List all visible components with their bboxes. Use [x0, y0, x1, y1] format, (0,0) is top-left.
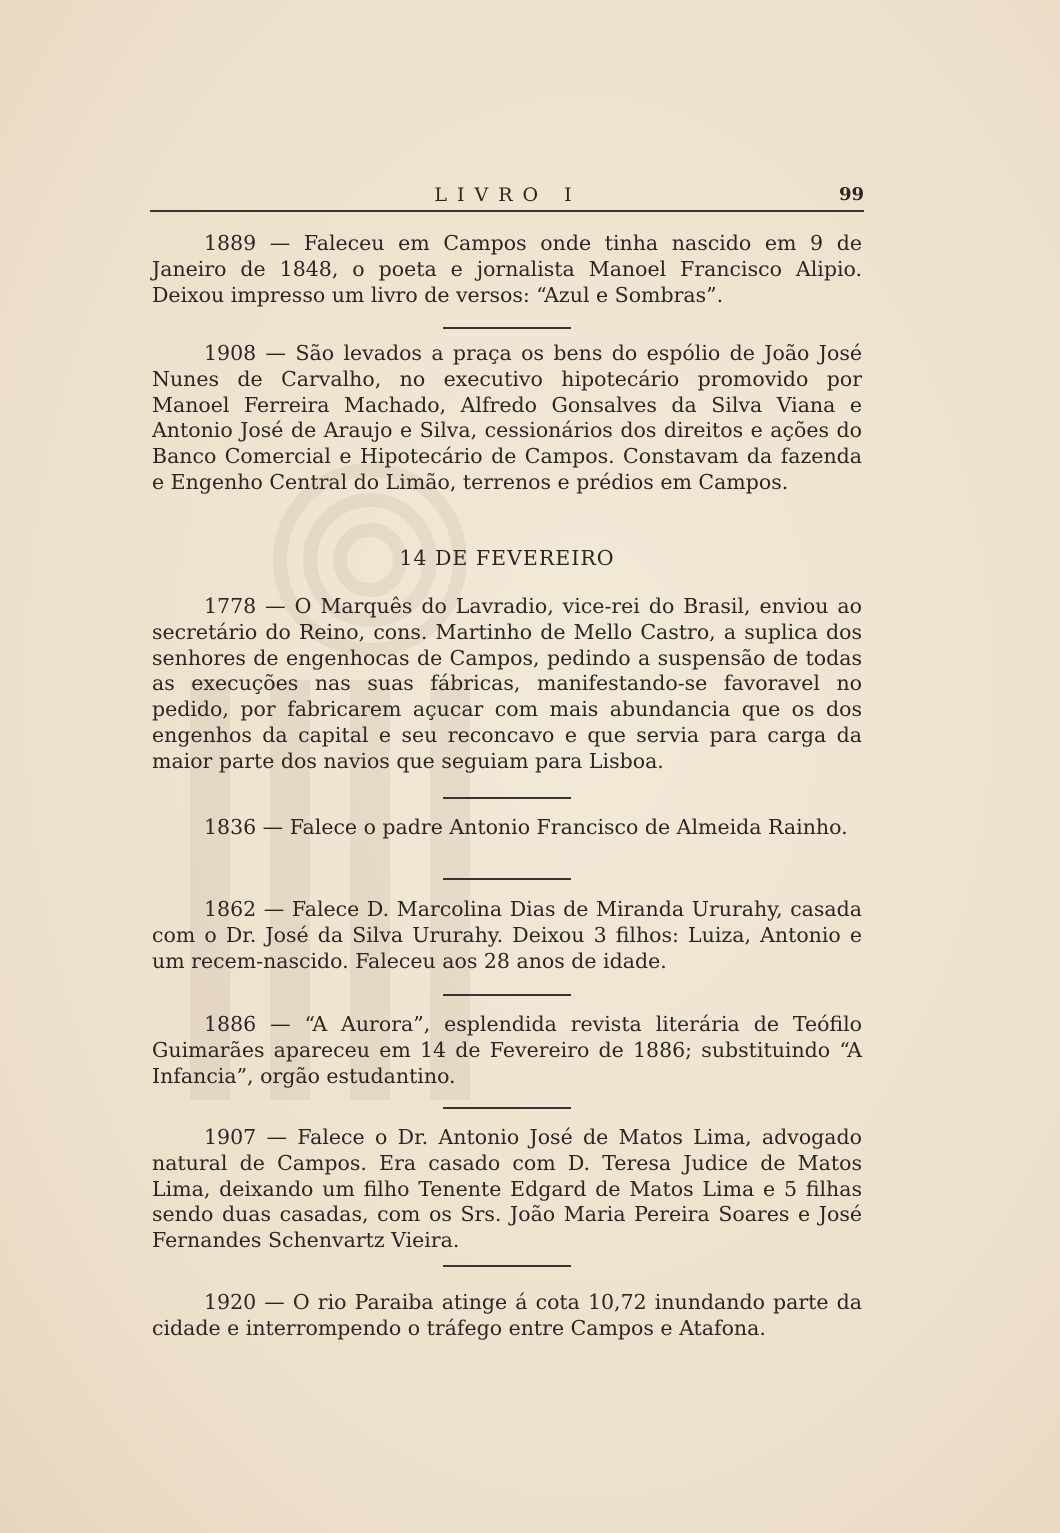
entry-text: 1889 — Faleceu em Campos onde tinha nascido em 9 de Janeiro de 1848, o poeta e jornalista Manoel Francisco Alipio. Deixou impresso um livro de versos: “Azul e Sombras”.	[152, 231, 862, 307]
entry-text: 1908 — São levados a praça os bens do espólio de João José Nunes de Carvalho, no executivo hipotecário promovido por Manoel Ferreira Machado, Alfredo Gonsalves da Silva Viana e Antonio José de Araujo e Silva, cessionários dos direitos e ações do Banco Comercial e Hipotecário de Campos. Constavam da fazenda e Engenho Central do Limão, terrenos e prédios em Campos.	[152, 341, 862, 494]
entry-text: 1836 — Falece o padre Antonio Francisco de Almeida Rainho.	[204, 815, 848, 839]
separator	[152, 878, 862, 880]
entry-1862	[152, 897, 862, 974]
entry-1908	[152, 341, 862, 496]
separator	[152, 797, 862, 799]
section-heading: 14 DE FEVEREIRO	[399, 546, 615, 570]
entry-1836	[152, 815, 862, 841]
entry-1907	[152, 1125, 862, 1254]
separator	[152, 327, 862, 329]
entry-text: 1886 — “A Aurora”, esplendida revista literária de Teófilo Guimarães apareceu em 14 de Fevereiro de 1886; substituindo “A Infancia”, orgão estudantino.	[152, 1012, 862, 1088]
separator	[152, 994, 862, 996]
entry-text: 1907 — Falece o Dr. Antonio José de Matos Lima, advogado natural de Campos. Era casado com D. Teresa Judice de Matos Lima, deixando um filho Tenente Edgard de Matos Lima e 5 filhas sendo duas casadas, com os Srs. João Maria Pereira Soares e José Fernandes Schenvartz Vieira.	[152, 1125, 862, 1253]
entry-1778	[152, 594, 862, 775]
separator	[152, 1107, 862, 1109]
entry-1886	[152, 1012, 862, 1089]
entry-text: 1920 — O rio Paraiba atinge á cota 10,72 inundando parte da cidade e interrompendo o tráfego entre Campos e Atafona.	[152, 1290, 862, 1340]
running-head: LIVRO I	[434, 184, 582, 206]
separator	[152, 1265, 862, 1267]
page-header	[152, 184, 864, 210]
entry-1889	[152, 231, 862, 308]
entry-text: 1778 — O Marquês do Lavradio, vice-rei do Brasil, enviou ao secretário do Reino, cons. Martinho de Mello Castro, a suplica dos senhores de engenhocas de Campos, pedindo a suspensão de todas as execuções nas suas fábricas, manifestando-se favoravel no pedido, por fabricarem açucar com mais abundancia que os dos engenhos da capital e seu reconcavo e que servia para carga da maior parte dos navios que seguiam para Lisboa.	[152, 594, 862, 773]
page-number: 99	[838, 184, 864, 205]
entry-text: 1862 — Falece D. Marcolina Dias de Miranda Ururahy, casada com o Dr. José da Silva Ururahy. Deixou 3 filhos: Luiza, Antonio e um recem-nascido. Faleceu aos 28 anos de idade.	[152, 897, 862, 973]
header-rule	[150, 210, 864, 212]
entry-1920	[152, 1290, 862, 1342]
